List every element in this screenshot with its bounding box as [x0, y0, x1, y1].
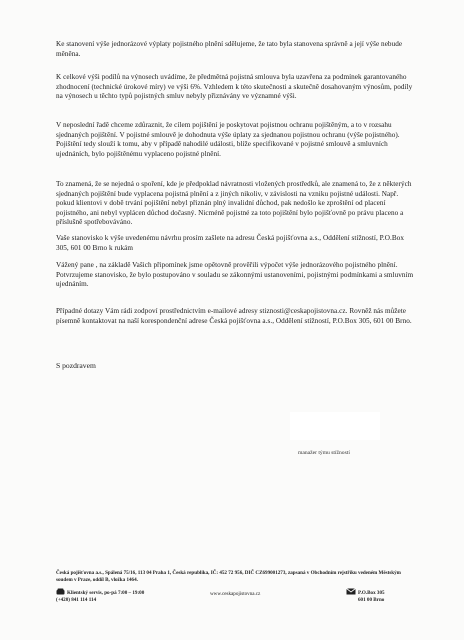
signature-redaction: [290, 412, 380, 440]
envelope-icon: [346, 588, 356, 595]
phone-icon: [56, 588, 65, 595]
paragraph-yield-shares: K celkové výši podílů na výnosech uvádíme, že předmětná pojistná smlouva byla uzavřena za podmínek garantovaného zhodnocení (technické úrokové míry) ve výši 6%. Vzhledem k této skutečnosti a skutečně dosahovaným výnosům, podíly na výnosech u těchto typů pojistných smluv nebyly přiznávány ve významné výši.: [56, 73, 413, 101]
paragraph-contact-info: Případné dotazy Vám rádi zodpoví prostřednictvím e-mailové adresy stiznosti@ceskapojistovna.cz. Rovněž nás můžete písemně kontaktovat na naší korespondenční adrese Česká pojišťovna a.s., Oddělení stížností, P.O.Box 305, 601 00 Brno.: [56, 307, 412, 325]
pobox-line-1: P.O.Box 305: [358, 590, 385, 596]
footer-contact-row: [56, 588, 406, 608]
paragraph-not-savings: To znamená, že se nejedná o spoření, kde je předpoklad návratnosti vložených prostředků, ale znamená to, že z některých sjednaných pojištění bude vyplacena pojistná plnění a z jiných nikoliv, v závislosti na vzniku pojistné události. Např. pokud klientovi v době trvání pojištění nebyl přiznán plný invalidní důchod, pak nedošlo ke zproštění od placení pojistného, ani nebyl vyplácen důchod dočasný. Nicméně pojistné za toto pojištění bylo pojišťovně po právu placeno a příslušně spotřebováváno.: [56, 180, 412, 227]
paragraph-payout-amount: Ke stanovení výše jednorázové výplaty pojistného plnění sdělujeme, že tato byla stanovena správně a její výše nebude měněna.: [56, 40, 403, 58]
footer-pobox: [346, 588, 385, 603]
pobox-line-2: 601 00 Brno: [358, 596, 385, 603]
closing-greeting: S pozdravem: [56, 361, 96, 370]
paragraph-salutation-review: Vážený pane , na základě Vašich připomínek jsme opětovně prověřili výpočet výše jednorázového pojistného plnění. Potvrzujeme stanovisko, že bylo postupováno v souladu se zákonnými ustanoveními, pojistnými podmínkami a smluvním ujednáním.: [56, 261, 414, 289]
signature-title: manažer týmu stížností: [298, 450, 350, 456]
paragraph-send-statement: Vaše stanovisko k výše uvedenému návrhu prosím zašlete na adresu Česká pojišťovna a.s., Oddělení stížností, P.O.Box 305, 601 00 Brno k rukám: [56, 234, 404, 252]
footer-service: [56, 588, 144, 603]
paragraph-insurance-purpose: V neposlední řadě chceme zdůraznit, že cílem pojištění je poskytovat pojistnou ochranu pojištěným, a to v rozsahu sjednaných pojištění. V pojistné smlouvě je dohodnuta výše úplaty za sjednanou pojistnou ochranu (výše pojistného). Pojištění tedy slouží k tomu, aby v případě nahodilé události, blíže specifikované v pojistné smlouvě a smluvních ujednáních, bylo pojištěnému vyplaceno pojistné plnění.: [56, 121, 400, 158]
service-phone: (+420) 841 114 114: [56, 596, 97, 603]
footer-company-info: Česká pojišťovna a.s., Spálená 75/16, 113 04 Praha 1, Česká republika, IČ: 452 72 956, DIČ CZ699001273, zapsaná v Obchodním rejstříku vedeném Městským soudem v Praze, oddíl B, vložka 1464.: [56, 570, 401, 583]
footer-web-link[interactable]: www.ceskapojistovna.cz: [210, 591, 261, 597]
service-hours-label: Klientský servis, po-pá 7:00 – 19:00: [67, 590, 145, 596]
